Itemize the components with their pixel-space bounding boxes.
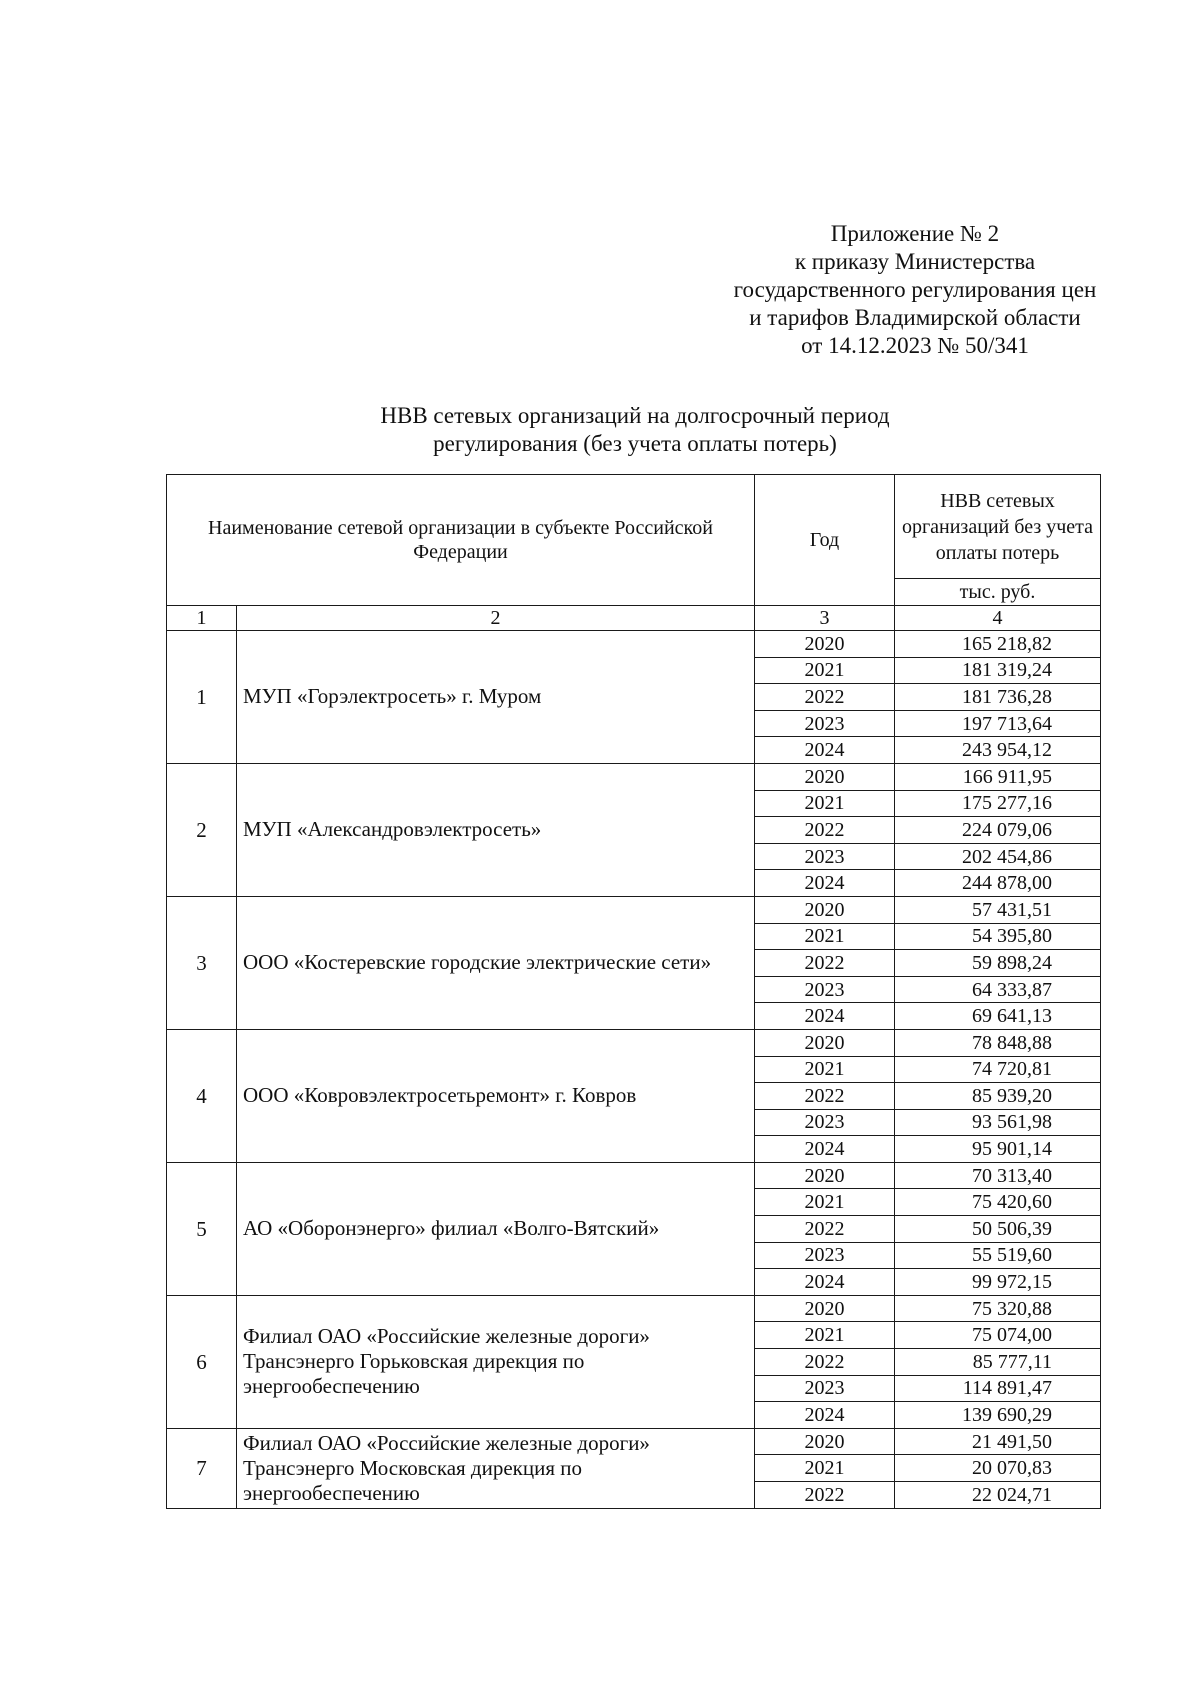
appendix-line: от 14.12.2023 № 50/341 [801, 333, 1029, 358]
nvv-value-cell: 69 641,13 [895, 1003, 1101, 1030]
org-name: ООО «Ковровэлектросетьремонт» г. Ковров [237, 1029, 755, 1162]
org-name: Филиал ОАО «Российские железные дороги» Трансэнерго Московская дирекция по энергообеспечению [237, 1428, 755, 1508]
appendix-line: и тарифов Владимирской области [749, 305, 1081, 330]
year-cell: 2024 [755, 1003, 895, 1030]
nvv-value-cell: 70 313,40 [895, 1162, 1101, 1189]
year-cell: 2020 [755, 631, 895, 658]
nvv-value-cell: 57 431,51 [895, 896, 1101, 923]
nvv-value-cell: 95 901,14 [895, 1136, 1101, 1163]
nvv-value-cell: 224 079,06 [895, 817, 1101, 844]
header-nvv: НВВ сетевых организаций без учета оплаты потерь [895, 475, 1101, 579]
table-row [167, 763, 1101, 790]
year-cell: 2022 [755, 1482, 895, 1509]
year-cell: 2024 [755, 1269, 895, 1296]
nvv-value-cell: 75 420,60 [895, 1189, 1101, 1216]
nvv-value-cell: 85 777,11 [895, 1349, 1101, 1376]
year-cell: 2021 [755, 657, 895, 684]
header-org-name: Наименование сетевой организации в субъекте Российской Федерации [167, 475, 755, 606]
table-row [167, 1029, 1101, 1056]
document-title [330, 402, 940, 458]
nvv-value-cell: 74 720,81 [895, 1056, 1101, 1083]
year-cell: 2022 [755, 684, 895, 711]
nvv-value-cell: 93 561,98 [895, 1109, 1101, 1136]
org-name: Филиал ОАО «Российские железные дороги» Трансэнерго Горьковская дирекция по энергообеспечению [237, 1295, 755, 1428]
header-unit: тыс. руб. [895, 579, 1101, 606]
appendix-line: государственного регулирования цен [733, 277, 1097, 302]
org-number: 3 [167, 896, 237, 1029]
org-name: АО «Оборонэнерго» филиал «Волго-Вятский» [237, 1162, 755, 1295]
title-line: регулирования (без учета оплаты потерь) [433, 431, 837, 456]
table-row [167, 1428, 1101, 1455]
org-number: 4 [167, 1029, 237, 1162]
table-row [167, 1162, 1101, 1189]
column-number: 4 [895, 606, 1101, 631]
year-cell: 2022 [755, 1216, 895, 1243]
org-number: 2 [167, 763, 237, 896]
column-numbers-row [167, 606, 1101, 631]
nvv-value-cell: 85 939,20 [895, 1083, 1101, 1110]
title-line: НВВ сетевых организаций на долгосрочный период [380, 403, 890, 428]
year-cell: 2022 [755, 1083, 895, 1110]
year-cell: 2021 [755, 1189, 895, 1216]
year-cell: 2020 [755, 1162, 895, 1189]
column-number: 3 [755, 606, 895, 631]
nvv-value-cell: 64 333,87 [895, 976, 1101, 1003]
header-row [167, 475, 1101, 579]
nvv-value-cell: 202 454,86 [895, 843, 1101, 870]
nvv-value-cell: 114 891,47 [895, 1375, 1101, 1402]
org-number: 6 [167, 1295, 237, 1428]
year-cell: 2020 [755, 1295, 895, 1322]
nvv-value-cell: 197 713,64 [895, 710, 1101, 737]
year-cell: 2020 [755, 763, 895, 790]
year-cell: 2023 [755, 710, 895, 737]
year-cell: 2023 [755, 1242, 895, 1269]
nvv-value-cell: 165 218,82 [895, 631, 1101, 658]
nvv-value-cell: 139 690,29 [895, 1402, 1101, 1429]
nvv-value-cell: 20 070,83 [895, 1455, 1101, 1482]
year-cell: 2020 [755, 896, 895, 923]
year-cell: 2021 [755, 1056, 895, 1083]
column-number: 2 [237, 606, 755, 631]
nvv-value-cell: 59 898,24 [895, 950, 1101, 977]
nvv-value-cell: 50 506,39 [895, 1216, 1101, 1243]
year-cell: 2023 [755, 1109, 895, 1136]
table-row [167, 631, 1101, 658]
table-row [167, 896, 1101, 923]
year-cell: 2023 [755, 1375, 895, 1402]
year-cell: 2022 [755, 950, 895, 977]
nvv-value-cell: 243 954,12 [895, 737, 1101, 764]
year-cell: 2022 [755, 1349, 895, 1376]
column-number: 1 [167, 606, 237, 631]
nvv-value-cell: 55 519,60 [895, 1242, 1101, 1269]
org-name: МУП «Александровэлектросеть» [237, 763, 755, 896]
org-number: 1 [167, 631, 237, 764]
org-name: ООО «Костеревские городские электрические сети» [237, 896, 755, 1029]
appendix-line: к приказу Министерства [794, 249, 1036, 274]
nvv-table [166, 474, 1101, 1509]
table-row [167, 1295, 1101, 1322]
year-cell: 2020 [755, 1428, 895, 1455]
year-cell: 2024 [755, 870, 895, 897]
nvv-value-cell: 166 911,95 [895, 763, 1101, 790]
year-cell: 2020 [755, 1029, 895, 1056]
nvv-value-cell: 175 277,16 [895, 790, 1101, 817]
year-cell: 2021 [755, 790, 895, 817]
year-cell: 2021 [755, 1455, 895, 1482]
nvv-value-cell: 99 972,15 [895, 1269, 1101, 1296]
nvv-table-body [167, 475, 1101, 1509]
org-number: 5 [167, 1162, 237, 1295]
year-cell: 2024 [755, 737, 895, 764]
appendix-line: Приложение № 2 [830, 221, 1000, 246]
nvv-value-cell: 22 024,71 [895, 1482, 1101, 1509]
nvv-value-cell: 75 320,88 [895, 1295, 1101, 1322]
org-number: 7 [167, 1428, 237, 1508]
year-cell: 2022 [755, 817, 895, 844]
nvv-value-cell: 181 319,24 [895, 657, 1101, 684]
appendix-header [690, 220, 1140, 360]
nvv-value-cell: 78 848,88 [895, 1029, 1101, 1056]
nvv-value-cell: 181 736,28 [895, 684, 1101, 711]
header-year: Год [755, 475, 895, 606]
year-cell: 2021 [755, 923, 895, 950]
nvv-value-cell: 21 491,50 [895, 1428, 1101, 1455]
year-cell: 2024 [755, 1136, 895, 1163]
year-cell: 2023 [755, 976, 895, 1003]
year-cell: 2023 [755, 843, 895, 870]
nvv-value-cell: 54 395,80 [895, 923, 1101, 950]
org-name: МУП «Горэлектросеть» г. Муром [237, 631, 755, 764]
nvv-value-cell: 75 074,00 [895, 1322, 1101, 1349]
nvv-value-cell: 244 878,00 [895, 870, 1101, 897]
year-cell: 2024 [755, 1402, 895, 1429]
year-cell: 2021 [755, 1322, 895, 1349]
